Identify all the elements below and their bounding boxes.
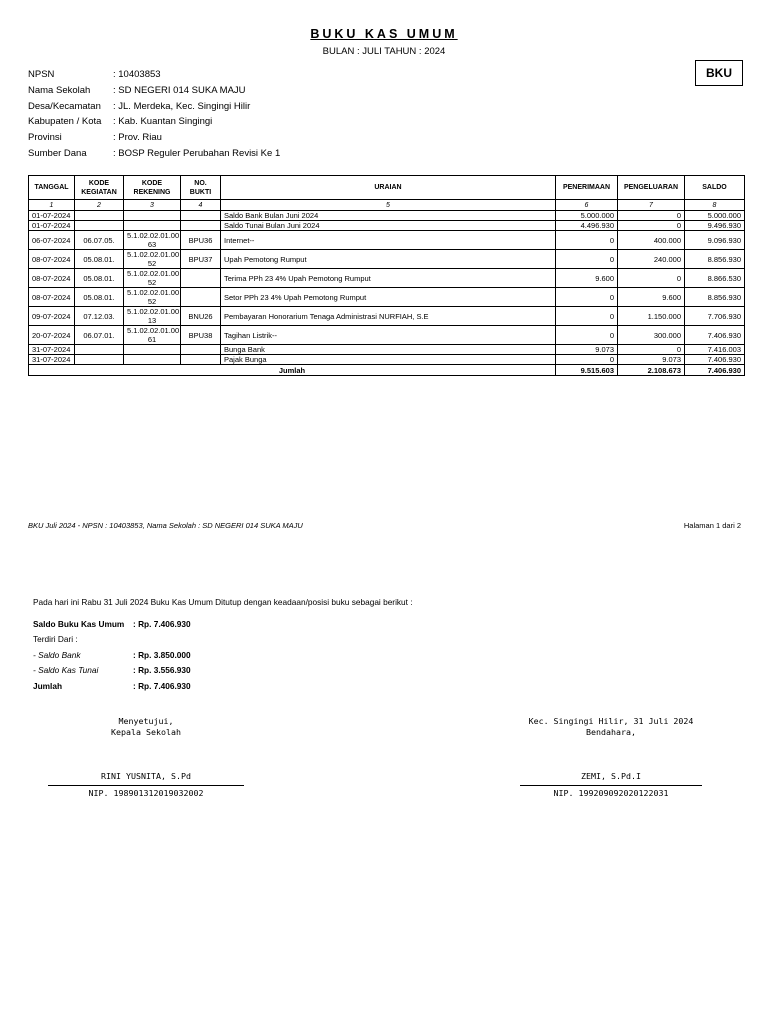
saldo-row (33, 616, 413, 632)
total-row (29, 365, 745, 376)
table-cell: 0 (618, 269, 685, 288)
signature-nip: NIP. 199209092020122031 (553, 788, 669, 798)
table-cell: 4.496.930 (556, 221, 618, 231)
table-cell: 31-07-2024 (29, 355, 75, 365)
saldo-label: Saldo Buku Kas Umum (33, 618, 125, 629)
table-cell: 240.000 (618, 250, 685, 269)
table-cell: 08-07-2024 (29, 269, 75, 288)
column-number: 5 (221, 200, 556, 211)
column-header: KODE KEGIATAN (75, 176, 124, 200)
table-cell: BPU38 (181, 326, 221, 345)
table-cell: 7.706.930 (685, 307, 745, 326)
table-cell: Pembayaran Honorarium Tenaga Administrasi NURFIAH, S.E (221, 307, 556, 326)
table-cell: 9.073 (556, 345, 618, 355)
info-label: Nama Sekolah (28, 84, 91, 96)
document-title: BUKU KAS UMUM (310, 27, 458, 41)
info-label: Sumber Dana (28, 147, 87, 159)
table-cell (181, 221, 221, 231)
column-header: TANGGAL (29, 176, 75, 200)
table-cell: 07.12.03. (75, 307, 124, 326)
table-cell: Bunga Bank (221, 345, 556, 355)
table-row (29, 269, 745, 288)
bank-label: - Saldo Bank (33, 649, 81, 660)
tunai-value: : Rp. 3.556.930 (133, 665, 191, 676)
info-row (28, 69, 280, 85)
table-cell: 09-07-2024 (29, 307, 75, 326)
table-row (29, 211, 745, 221)
table-cell: 06.07.01. (75, 326, 124, 345)
signature-nip: NIP. 198901312019032002 (88, 788, 204, 798)
table-cell: 9.600 (556, 269, 618, 288)
table-cell (181, 345, 221, 355)
closing-statement (33, 597, 413, 694)
info-value: : Prov. Riau (113, 132, 162, 144)
closing-text: Pada hari ini Rabu 31 Juli 2024 Buku Kas Umum Ditutup dengan keadaan/posisi buku sebagai berikut : (33, 597, 413, 607)
total-label: Jumlah (29, 365, 556, 376)
table-cell: BNU26 (181, 307, 221, 326)
table-cell: 08-07-2024 (29, 288, 75, 307)
table-cell: 0 (556, 250, 618, 269)
table-cell: 8.856.930 (685, 250, 745, 269)
table-cell (181, 211, 221, 221)
table-cell: 06.07.05. (75, 231, 124, 250)
table-cell: Tagihan Listrik-- (221, 326, 556, 345)
page-footer-info: BKU Juli 2024 - NPSN : 10403853, Nama Sekolah : SD NEGERI 014 SUKA MAJU (28, 521, 303, 530)
bank-row (33, 647, 413, 663)
table-cell (181, 288, 221, 307)
table-row (29, 250, 745, 269)
table-cell: 7.406.930 (685, 326, 745, 345)
column-header: NO. BUKTI (181, 176, 221, 200)
table-cell: 0 (556, 326, 618, 345)
info-row (28, 85, 280, 101)
total-penerimaan: 9.515.603 (556, 365, 618, 376)
table-row (29, 231, 745, 250)
table-cell: 31-07-2024 (29, 345, 75, 355)
table-row (29, 326, 745, 345)
signature-line (48, 785, 244, 786)
jumlah-label: Jumlah (33, 680, 63, 691)
table-cell: 5.1.02.02.01.00 52 (124, 288, 181, 307)
column-number: 4 (181, 200, 221, 211)
table-cell: 0 (618, 221, 685, 231)
info-row (28, 148, 280, 164)
table-cell (124, 221, 181, 231)
info-value: : Kab. Kuantan Singingi (113, 116, 213, 128)
table-cell (124, 345, 181, 355)
table-cell: Internet-- (221, 231, 556, 250)
jumlah-row (33, 678, 413, 694)
table-cell: 0 (618, 211, 685, 221)
table-cell: 9.073 (618, 355, 685, 365)
info-label: Provinsi (28, 132, 62, 144)
table-cell: 05.08.01. (75, 288, 124, 307)
table-cell: 7.406.930 (685, 355, 745, 365)
signature-role: Bendahara, (586, 726, 636, 737)
signature-name: RINI YUSNITA, S.Pd (101, 771, 191, 781)
table-cell: Setor PPh 23 4% Upah Pemotong Rumput (221, 288, 556, 307)
table-cell: 5.1.02.02.01.00 52 (124, 250, 181, 269)
table-cell: BPU36 (181, 231, 221, 250)
signature-role: Kepala Sekolah (111, 726, 181, 737)
cash-book-table (28, 175, 745, 376)
table-cell (181, 269, 221, 288)
table-cell: 0 (556, 355, 618, 365)
table-cell (124, 355, 181, 365)
table-cell (75, 211, 124, 221)
table-cell: 5.1.02.02.01.00 61 (124, 326, 181, 345)
table-row (29, 307, 745, 326)
total-saldo: 7.406.930 (685, 365, 745, 376)
school-info (28, 69, 280, 164)
table-cell: 1.150.000 (618, 307, 685, 326)
jumlah-value: : Rp. 7.406.930 (133, 680, 191, 691)
info-row (28, 116, 280, 132)
table-cell (124, 211, 181, 221)
table-row (29, 288, 745, 307)
signature-approval-label: Menyetujui, (118, 716, 174, 726)
info-row (28, 132, 280, 148)
signature-place-date: Kec. Singingi Hilir, 31 Juli 2024 (528, 716, 694, 726)
table-cell: 0 (556, 288, 618, 307)
table-cell (75, 355, 124, 365)
info-label: Kabupaten / Kota (28, 116, 102, 128)
table-cell: 8.856.930 (685, 288, 745, 307)
table-cell (75, 345, 124, 355)
table-cell: Terima PPh 23 4% Upah Pemotong Rumput (221, 269, 556, 288)
bku-badge: BKU (695, 60, 743, 86)
table-cell: 06-07-2024 (29, 231, 75, 250)
signature-name: ZEMI, S.Pd.I (581, 771, 641, 781)
table-cell: 5.000.000 (685, 211, 745, 221)
signature-principal (48, 716, 244, 816)
table-cell: 0 (618, 345, 685, 355)
table-cell: 20-07-2024 (29, 326, 75, 345)
total-pengeluaran: 2.108.673 (618, 365, 685, 376)
table-cell: 05.08.01. (75, 250, 124, 269)
table-cell: 5.1.02.02.01.00 52 (124, 269, 181, 288)
table-row (29, 345, 745, 355)
table-cell: Saldo Bank Bulan Juni 2024 (221, 211, 556, 221)
page-number: Halaman 1 dari 2 (683, 521, 741, 530)
table-cell: 01-07-2024 (29, 221, 75, 231)
column-number-row (29, 200, 745, 211)
table-cell: 05.08.01. (75, 269, 124, 288)
saldo-value: : Rp. 7.406.930 (133, 618, 191, 629)
table-cell: Saldo Tunai Bulan Juni 2024 (221, 221, 556, 231)
table-cell: 8.866.530 (685, 269, 745, 288)
info-label: NPSN (28, 69, 55, 80)
table-cell: 9.600 (618, 288, 685, 307)
column-header: SALDO (685, 176, 745, 200)
table-row (29, 221, 745, 231)
table-cell: 9.496.930 (685, 221, 745, 231)
column-number: 2 (75, 200, 124, 211)
column-header: PENERIMAAN (556, 176, 618, 200)
table-row (29, 355, 745, 365)
table-cell (75, 221, 124, 231)
signature-treasurer (520, 716, 702, 816)
table-cell (181, 355, 221, 365)
signature-line (520, 785, 702, 786)
bank-value: : Rp. 3.850.000 (133, 649, 191, 660)
table-cell: 0 (556, 231, 618, 250)
table-cell: 0 (556, 307, 618, 326)
tunai-row (33, 663, 413, 679)
document-subtitle: BULAN : JULI TAHUN : 2024 (322, 46, 446, 57)
table-cell: 08-07-2024 (29, 250, 75, 269)
column-number: 8 (685, 200, 745, 211)
table-cell: 300.000 (618, 326, 685, 345)
terdiri-row (33, 632, 413, 648)
info-value: : JL. Merdeka, Kec. Singingi Hilir (113, 100, 251, 112)
info-value: : BOSP Reguler Perubahan Revisi Ke 1 (113, 147, 281, 159)
table-cell: 9.096.930 (685, 231, 745, 250)
info-row (28, 101, 280, 117)
column-number: 1 (29, 200, 75, 211)
column-number: 3 (124, 200, 181, 211)
table-cell: 5.1.02.02.01.00 63 (124, 231, 181, 250)
column-header: PENGELUARAN (618, 176, 685, 200)
table-header-row (29, 176, 745, 200)
table-cell: BPU37 (181, 250, 221, 269)
column-number: 6 (556, 200, 618, 211)
table-cell: Pajak Bunga (221, 355, 556, 365)
table-cell: Upah Pemotong Rumput (221, 250, 556, 269)
column-number: 7 (618, 200, 685, 211)
info-value: : SD NEGERI 014 SUKA MAJU (113, 84, 246, 96)
table-cell: 5.000.000 (556, 211, 618, 221)
table-cell: 5.1.02.02.01.00 13 (124, 307, 181, 326)
terdiri-label: Terdiri Dari : (33, 634, 78, 645)
table-cell: 400.000 (618, 231, 685, 250)
table-cell: 01-07-2024 (29, 211, 75, 221)
tunai-label: - Saldo Kas Tunai (33, 665, 99, 676)
column-header: URAIAN (221, 176, 556, 200)
info-label: Desa/Kecamatan (28, 100, 101, 112)
info-value: : 10403853 (113, 69, 161, 80)
column-header: KODE REKENING (124, 176, 181, 200)
table-cell: 7.416.003 (685, 345, 745, 355)
